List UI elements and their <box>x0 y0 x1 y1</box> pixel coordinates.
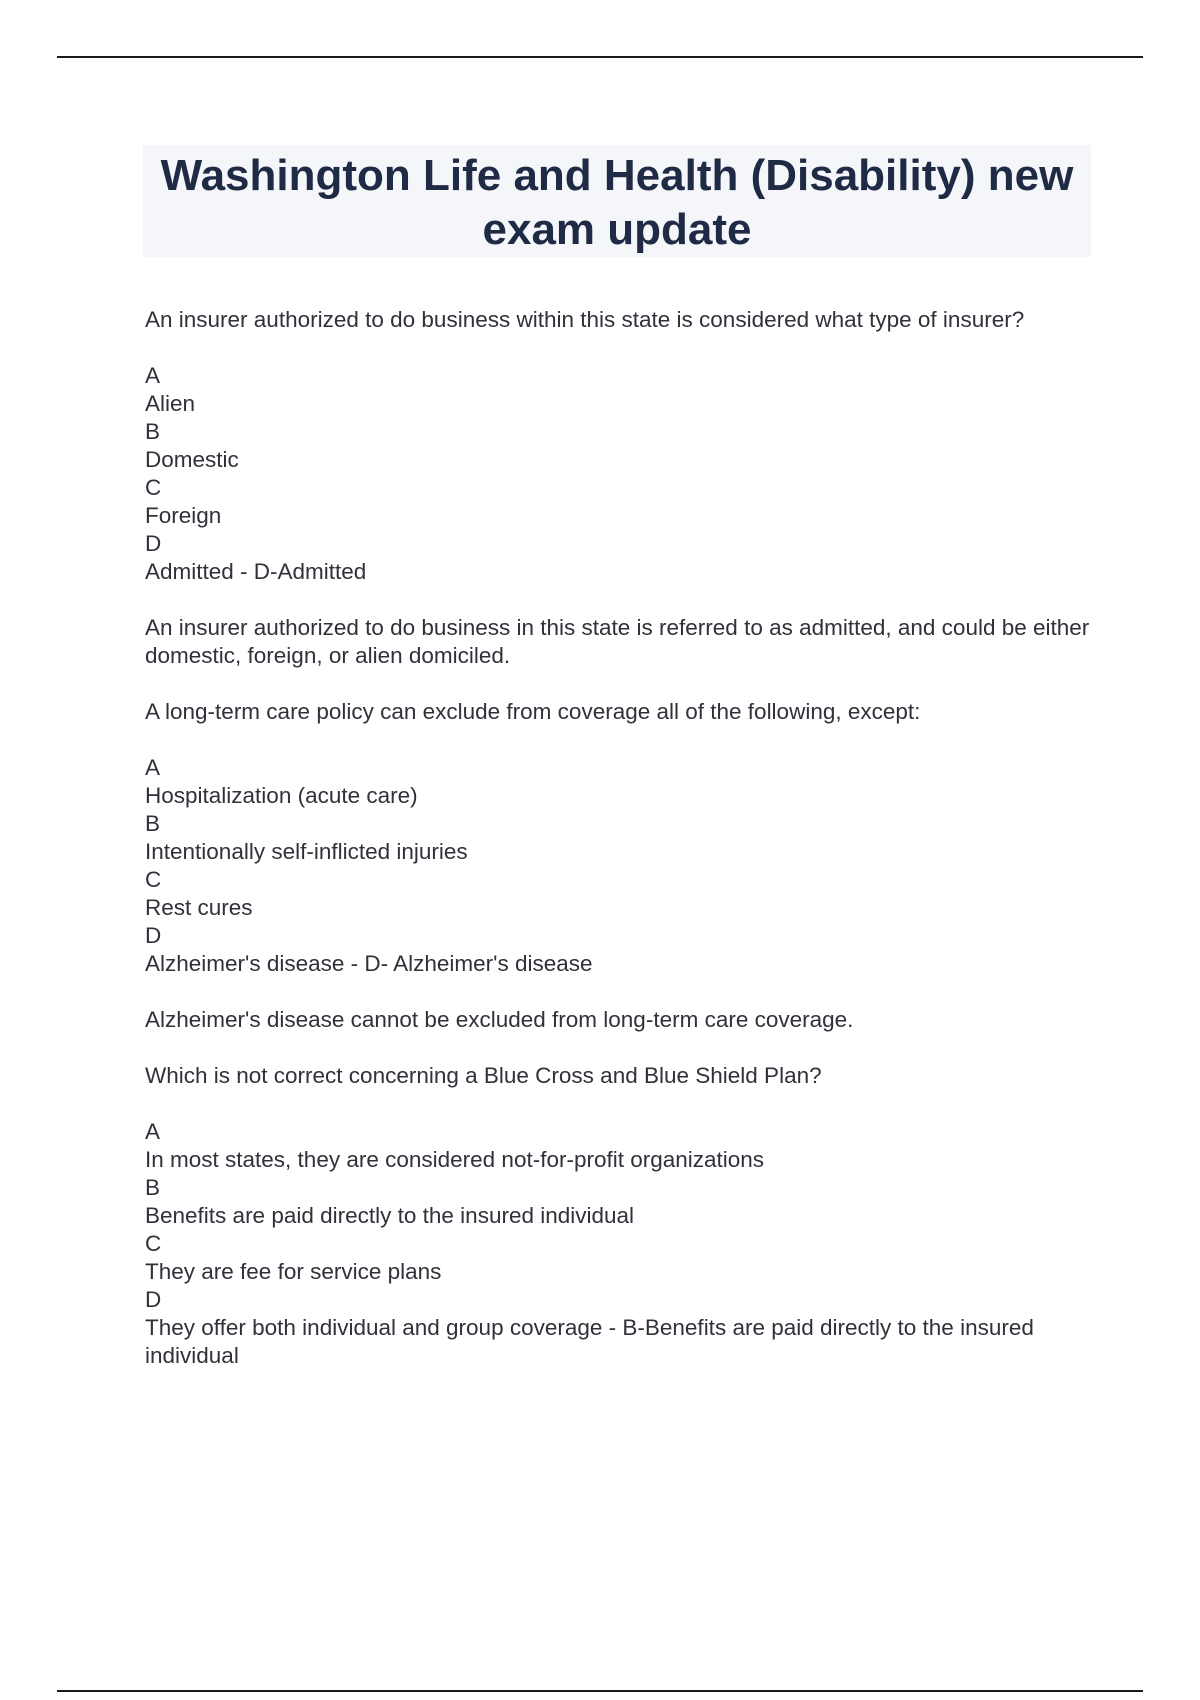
option-letter: A <box>145 1119 161 1144</box>
explanation-2: Alzheimer's disease cannot be excluded from long-term care coverage. <box>145 1007 854 1032</box>
option-letter: A <box>145 363 161 388</box>
option-letter: C <box>145 475 162 500</box>
question-3: Which is not correct concerning a Blue Cross and Blue Shield Plan? <box>145 1063 822 1088</box>
document-title: Washington Life and Health (Disability) new exam update <box>160 151 1074 254</box>
option-letter: C <box>145 867 162 892</box>
option-text: Alien <box>145 391 196 416</box>
options-2 <box>145 754 1095 978</box>
options-3 <box>145 1118 1095 1370</box>
title-banner <box>143 145 1091 257</box>
option-letter: D <box>145 923 162 948</box>
option-text: They are fee for service plans <box>145 1259 442 1284</box>
question-1: An insurer authorized to do business within this state is considered what type of insurer? <box>145 307 1025 332</box>
option-text: Foreign <box>145 503 222 528</box>
option-text: Alzheimer's disease - D- Alzheimer's disease <box>145 951 593 976</box>
bottom-divider <box>57 1690 1143 1692</box>
option-letter: B <box>145 811 161 836</box>
option-text: They offer both individual and group coverage - B-Benefits are paid directly to the insured individual <box>145 1315 1034 1368</box>
option-text: Benefits are paid directly to the insured individual <box>145 1203 635 1228</box>
options-1 <box>145 362 1095 586</box>
option-letter: C <box>145 1231 162 1256</box>
option-text: In most states, they are considered not-for-profit organizations <box>145 1147 765 1172</box>
option-text: Rest cures <box>145 895 253 920</box>
document-body <box>145 306 1095 1398</box>
option-text: Intentionally self-inflicted injuries <box>145 839 468 864</box>
option-text: Hospitalization (acute care) <box>145 783 418 808</box>
top-divider <box>57 56 1143 58</box>
option-letter: B <box>145 419 161 444</box>
option-letter: B <box>145 1175 161 1200</box>
explanation-1: An insurer authorized to do business in this state is referred to as admitted, and could be either domestic, foreign, or alien domiciled. <box>145 615 1090 668</box>
question-2: A long-term care policy can exclude from coverage all of the following, except: <box>145 699 921 724</box>
option-text: Admitted - D-Admitted <box>145 559 367 584</box>
option-letter: D <box>145 1287 162 1312</box>
option-text: Domestic <box>145 447 239 472</box>
option-letter: A <box>145 755 161 780</box>
option-letter: D <box>145 531 162 556</box>
